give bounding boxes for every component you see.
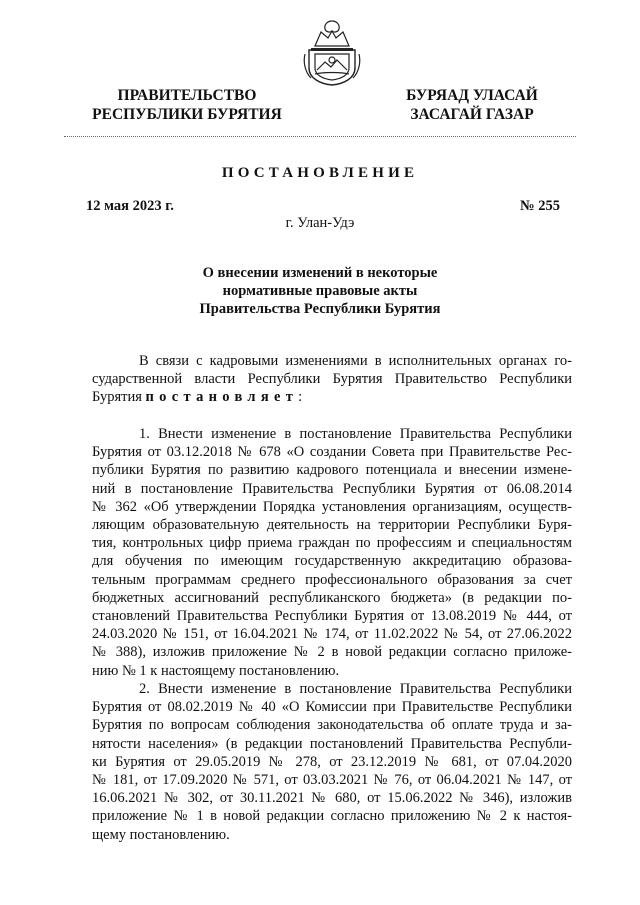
text-line: для обучения по имеющим государственную аккредитацию образова- [92,553,572,570]
org-right-line-2: ЗАСАГАЙ ГАЗАР [410,106,534,123]
preamble-prefix: Бурятия [92,389,146,406]
text-line: нию № 1 к настоящему постановлению. [92,662,340,679]
org-left-line-2: РЕСПУБЛИКИ БУРЯТИЯ [92,106,282,123]
org-right-line-1: БУРЯАД УЛАСАЙ [406,87,538,104]
text-line: бюджетных ассигнований республиканского бюджета» (в редакции по- [92,589,572,606]
text-line: В связи с кадровыми изменениями в исполнительных органах го- [139,353,572,369]
document-type: ПОСТАНОВЛЕНИЕ [221,165,419,181]
text-line: публики Бурятия по развитию кадрового потенциала и внесении измене- [92,462,572,479]
paragraph-1 [92,425,572,680]
text-line: сударственной власти Республики Бурятия Правительство Республики [92,371,572,388]
text-line: Бурятия по вопросам соблюдения законодательства об оплате труда и за- [92,717,572,734]
text-line: ний в постановление Правительства Республики Бурятия от 06.08.2014 [92,480,572,497]
preamble-paragraph [92,352,572,407]
text-line: 24.03.2020 № 151, от 16.04.2021 № 174, от 11.02.2022 № 54, от 27.06.2022 [92,626,572,643]
text-line: 1. Внести изменение в постановление Правительства Республики [139,426,572,442]
header-divider [64,136,576,137]
paragraph-2 [92,680,572,844]
text-line: тельным программам среднего профессионального образования за счет [92,571,572,588]
government-name-russian [72,86,302,124]
document-date: 12 мая 2023 г. [86,198,174,214]
org-left-line-1: ПРАВИТЕЛЬСТВО [117,87,257,104]
text-line: нятости населения» (в редакции постановлений Правительства Республи- [92,735,572,752]
title-line: нормативные правовые акты [222,283,418,299]
text-line [92,388,572,406]
text-line: 2. Внести изменение в постановление Правительства Республики [139,681,572,697]
text-line: тия, контрольных цифр приема граждан по профессиям и специальностям [92,535,572,552]
text-line: № 181, от 17.09.2020 № 571, от 03.03.2021 № 76, от 06.04.2021 № 147, от [92,772,572,789]
text-line: щему постановлению. [92,826,230,843]
coat-of-arms-icon [301,18,363,88]
document-number: № 255 [520,198,560,214]
text-line: становлений Правительства Республики Бурятия от 13.08.2019 № 444, от [92,608,572,625]
document-city: г. Улан-Удэ [285,215,355,231]
title-line: Правительства Республики Бурятия [199,301,441,317]
document-title [150,264,490,318]
government-name-buryat [376,86,568,124]
text-line: приложение № 1 в новой редакции согласно приложению № 2 к настоя- [92,808,572,825]
title-line: О внесении изменений в некоторые [202,265,438,281]
preamble-suffix: : [298,389,303,406]
text-line: Бурятия от 03.12.2018 № 678 «О создании Совета при Правительстве Рес- [92,444,572,461]
decree-word: постановляет [145,389,299,406]
text-line: Бурятия от 08.02.2019 № 40 «О Комиссии при Правительстве Республики [92,699,572,716]
text-line: 16.06.2021 № 302, от 30.11.2021 № 680, от 15.06.2022 № 346), изложив [92,790,572,807]
text-line: ки Бурятия от 29.05.2019 № 278, от 23.12.2019 № 681, от 07.04.2020 [92,753,572,770]
text-line: № 388), изложив приложение № 2 в новой редакции согласно приложе- [92,644,572,661]
text-line: № 362 «Об утверждении Порядка установления организациям, осуществ- [92,498,572,515]
text-line: ляющим образовательную деятельность на территории Республики Буря- [92,517,572,534]
